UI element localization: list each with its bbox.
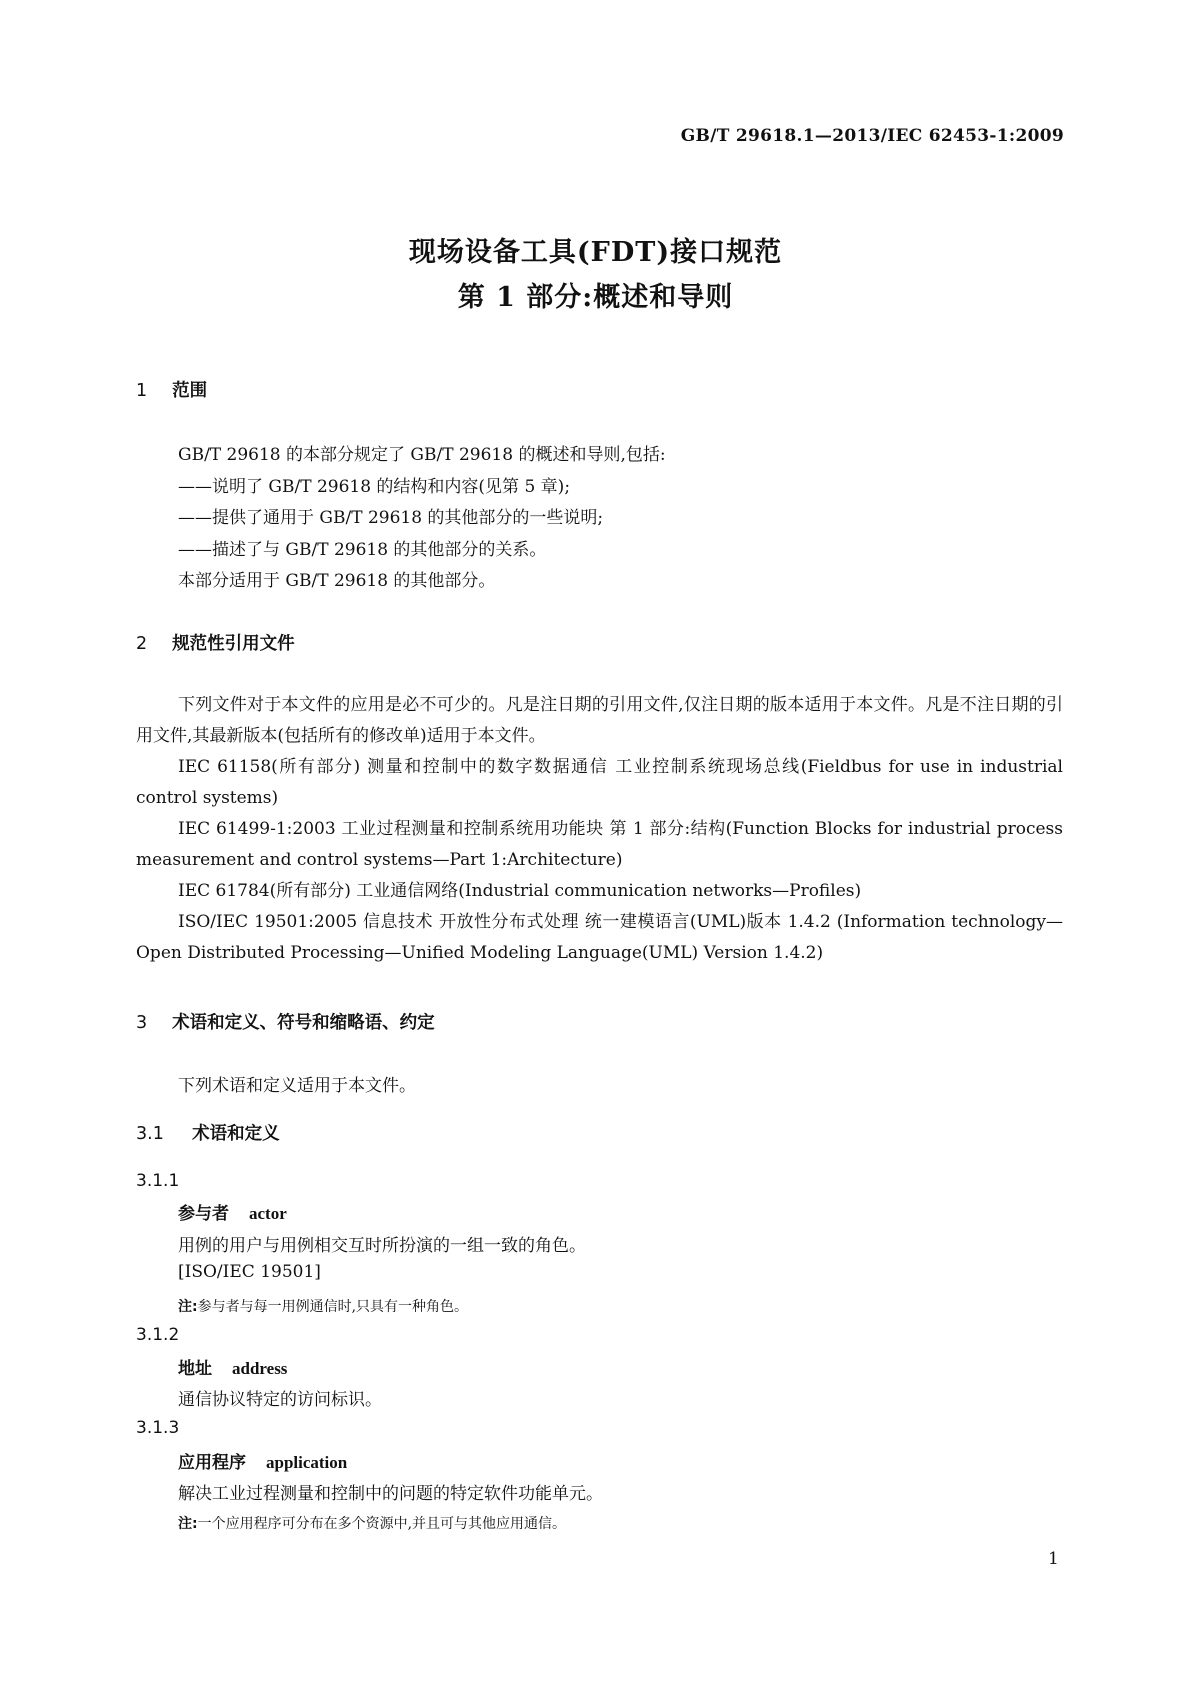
term-number: 3.1.2 [136, 1325, 180, 1345]
paragraph: GB/T 29618 的本部分规定了 GB/T 29618 的概述和导则,包括: [178, 445, 666, 465]
term-note [178, 1513, 566, 1533]
document-title-line1: 现场设备工具(FDT)接口规范 [408, 237, 783, 268]
paragraph: 下列文件对于本文件的应用是必不可少的。凡是注日期的引用文件,仅注日期的版本适用于本文件。凡是不注日期的引用文件,其最新版本(包括所有的修改单)适用于本文件。 [136, 695, 1063, 746]
reference-item: IEC 61499-1:2003 工业过程测量和控制系统用功能块 第 1 部分:结构(Function Blocks for industrial process measurement and control systems—Part 1:Architecture) [136, 819, 1063, 870]
section-title: 规范性引用文件 [172, 634, 295, 654]
term-heading [178, 1448, 347, 1473]
term-number: 3.1.1 [136, 1171, 180, 1191]
note-label: 注: [178, 1516, 198, 1532]
paragraph: 本部分适用于 GB/T 29618 的其他部分。 [178, 571, 496, 591]
term-heading [178, 1354, 287, 1379]
list-item: ——描述了与 GB/T 29618 的其他部分的关系。 [178, 540, 547, 560]
term-heading [178, 1199, 287, 1224]
section-number: 1 [136, 381, 148, 401]
term-zh: 参与者 [178, 1204, 229, 1224]
section-title: 范围 [172, 381, 208, 401]
term-definition: 通信协议特定的访问标识。 [178, 1390, 382, 1410]
list-item: ——提供了通用于 GB/T 29618 的其他部分的一些说明; [178, 508, 604, 528]
term-source: [ISO/IEC 19501] [178, 1262, 321, 1282]
note-text: 一个应用程序可分布在多个资源中,并且可与其他应用通信。 [197, 1516, 567, 1532]
reference-item: ISO/IEC 19501:2005 信息技术 开放性分布式处理 统一建模语言(UML)版本 1.4.2 (Information technology—Open Distributed Processing—Unified Modeling Language(UML) Version 1.4.2) [136, 912, 1063, 963]
term-note [178, 1296, 468, 1316]
paragraph: 下列术语和定义适用于本文件。 [178, 1076, 416, 1096]
term-zh: 地址 [178, 1359, 212, 1379]
document-title-line2: 第 1 部分:概述和导则 [457, 282, 734, 313]
normative-references [136, 690, 1063, 969]
section-1-heading [136, 377, 207, 402]
list-item: ——说明了 GB/T 29618 的结构和内容(见第 5 章); [178, 477, 571, 497]
note-text: 参与者与每一用例通信时,只具有一种角色。 [197, 1299, 469, 1315]
term-definition: 解决工业过程测量和控制中的问题的特定软件功能单元。 [178, 1484, 603, 1504]
section-number: 2 [136, 634, 148, 654]
section-title: 术语和定义、符号和缩略语、约定 [172, 1013, 435, 1033]
section-number: 3 [136, 1013, 148, 1033]
reference-item: IEC 61784(所有部分) 工业通信网络(Industrial communication networks—Profiles) [178, 881, 862, 901]
term-en: actor [249, 1204, 287, 1223]
term-zh: 应用程序 [178, 1453, 246, 1473]
note-label: 注: [178, 1299, 198, 1315]
subsection-3-1-heading [136, 1120, 280, 1145]
page-number: 1 [1048, 1549, 1059, 1569]
subsection-number: 3.1 [136, 1124, 164, 1144]
term-number: 3.1.3 [136, 1418, 180, 1438]
standard-code: GB/T 29618.1—2013/IEC 62453-1:2009 [680, 126, 1064, 146]
reference-item: IEC 61158(所有部分) 测量和控制中的数字数据通信 工业控制系统现场总线(Fieldbus for use in industrial control systems) [136, 757, 1063, 808]
section-2-heading [136, 630, 295, 655]
term-definition: 用例的用户与用例相交互时所扮演的一组一致的角色。 [178, 1236, 586, 1256]
subsection-title: 术语和定义 [192, 1124, 280, 1144]
section-3-heading [136, 1009, 435, 1034]
term-en: address [232, 1359, 288, 1378]
term-en: application [266, 1453, 348, 1472]
